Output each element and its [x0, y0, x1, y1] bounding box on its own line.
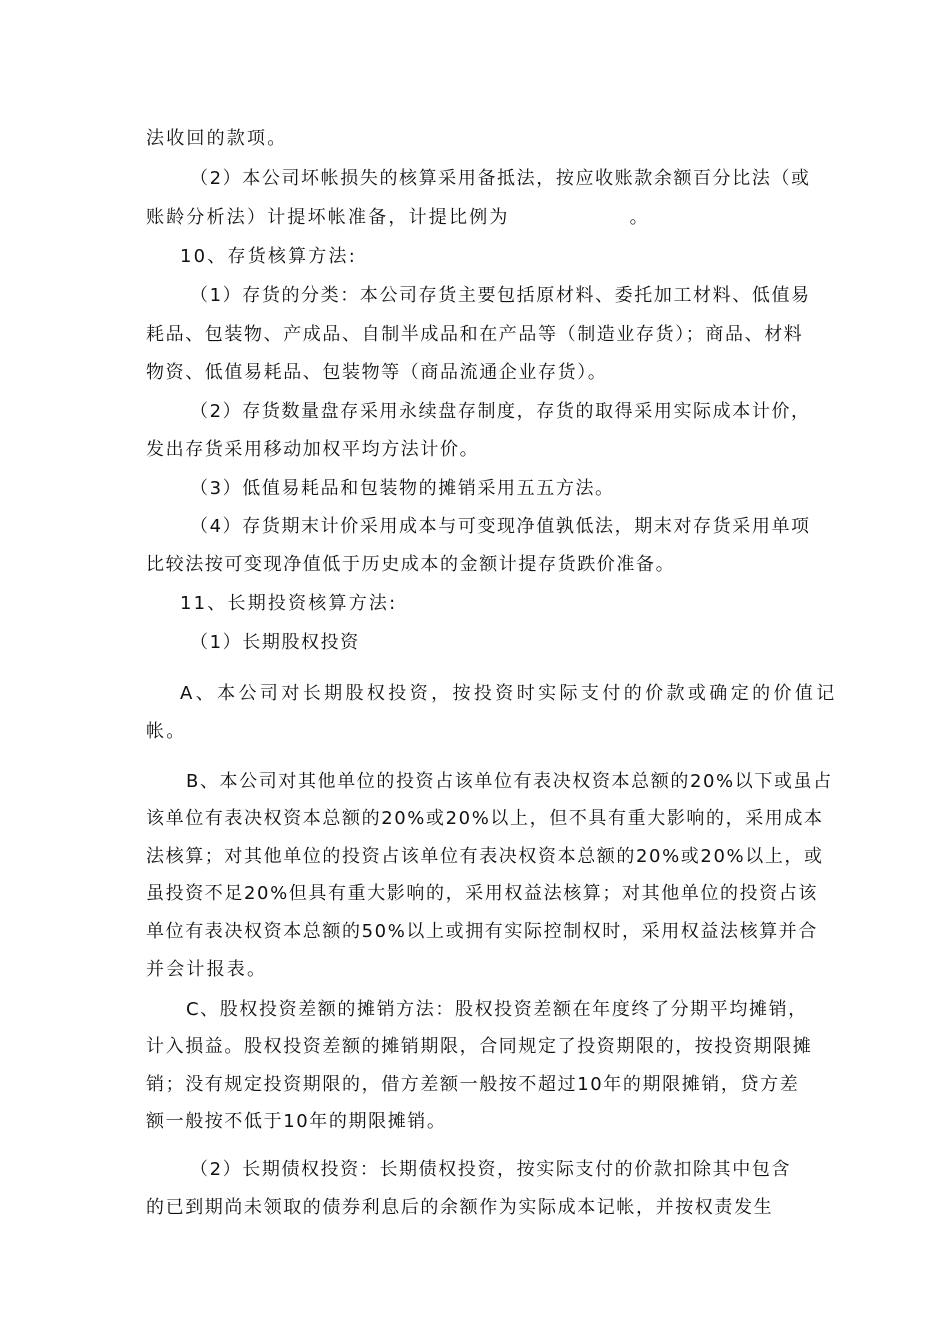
- text-line: 法核算；对其他单位的投资占该单位有表决权资本总额的20%或20%以上，或: [146, 846, 824, 867]
- text-line: （2）存货数量盘存采用永续盘存制度，存货的取得采用实际成本计价，: [190, 401, 811, 422]
- text-line: （2）本公司坏帐损失的核算采用备抵法，按应收账款余额百分比法（或: [190, 168, 811, 189]
- text-line: 并会计报表。: [146, 959, 268, 980]
- text-line: 发出存货采用移动加权平均方法计价。: [146, 439, 480, 460]
- text-line: 物资、低值易耗品、包装物等（商品流通企业存货）。: [146, 362, 608, 383]
- text-line: （3）低值易耗品和包装物的摊销采用五五方法。: [190, 478, 615, 499]
- text-line: （4）存货期末计价采用成本与可变现净值孰低法，期末对存货采用单项: [190, 516, 811, 537]
- text-line: （1）存货的分类：本公司存货主要包括原材料、委托加工材料、低值易: [190, 285, 811, 306]
- text-line: 额一般按不低于10年的期限摊销。: [146, 1111, 447, 1132]
- text-line: 法收回的款项。: [146, 128, 288, 149]
- text-line: 销；没有规定投资期限的，借方差额一般按不超过10年的期限摊销，贷方差: [146, 1074, 800, 1095]
- text-line: 帐。: [146, 721, 187, 742]
- text-line: B、本公司对其他单位的投资占该单位有表决权资本总额的20%以下或虽占: [186, 771, 833, 792]
- text-line: 耗品、包装物、产成品、自制半成品和在产品等（制造业存货）；商品、材料: [146, 324, 804, 345]
- text-segment: 账龄分析法）计提坏帐准备，计提比例为: [146, 207, 510, 228]
- text-line: 的已到期尚未领取的债券利息后的余额作为实际成本记帐，并按权责发生: [146, 1197, 774, 1218]
- text-line: 虽投资不足20%但具有重大影响的，采用权益法核算；对其他单位的投资占该: [146, 883, 819, 904]
- text-line: 该单位有表决权资本总额的20%或20%以上，但不具有重大影响的，采用成本: [146, 808, 824, 829]
- text-line: C、股权投资差额的摊销方法：股权投资差额在年度终了分期平均摊销，: [186, 999, 808, 1020]
- text-line: （2）长期债权投资：长期债权投资，按实际支付的价款扣除其中包含: [190, 1159, 792, 1180]
- section-heading: 10、存货核算方法:: [180, 246, 357, 267]
- text-line: [146, 207, 650, 229]
- subsection-heading: （1）长期股权投资: [190, 632, 360, 653]
- text-segment: 。: [629, 207, 650, 228]
- section-heading: 11、长期投资核算方法:: [180, 593, 398, 614]
- text-line: 计入损益。股权投资差额的摊销期限，合同规定了投资期限的，按投资期限摊: [146, 1036, 813, 1057]
- text-line: A、本公司对长期股权投资，按投资时实际支付的价款或确定的价值记: [180, 683, 838, 704]
- text-line: 单位有表决权资本总额的50%以上或拥有实际控制权时，采用权益法核算并合: [146, 921, 819, 942]
- text-line: 比较法按可变现净值低于历史成本的金额计提存货跌价准备。: [146, 554, 676, 575]
